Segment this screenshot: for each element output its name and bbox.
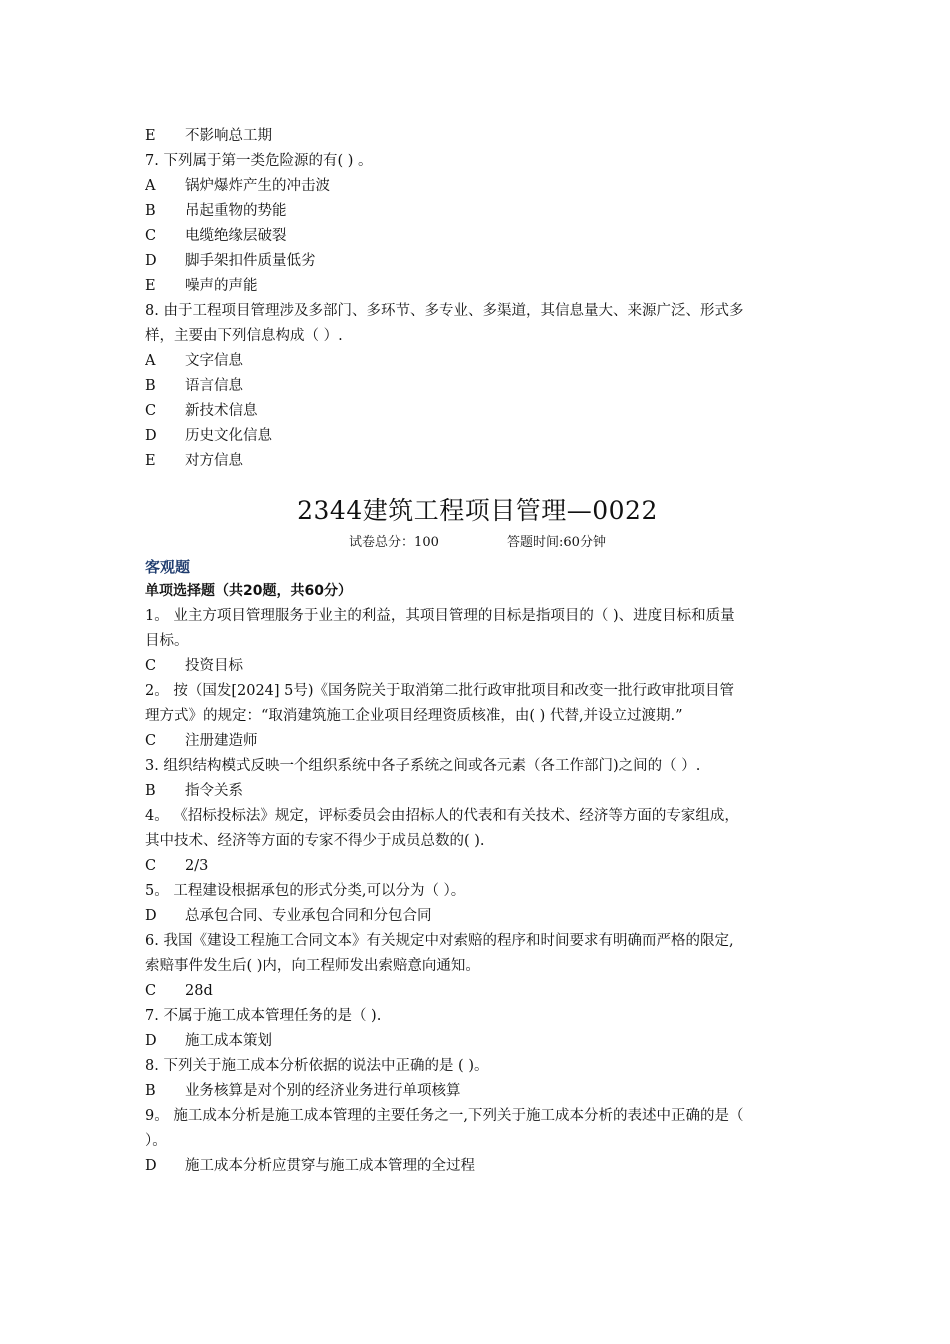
option-letter: C	[145, 403, 157, 419]
option-text: 吊起重物的势能	[185, 203, 287, 219]
option-row	[145, 374, 810, 399]
answer-letter: C	[145, 983, 157, 999]
exam-title: 2344建筑工程项目管理—0022	[297, 496, 658, 525]
answer-row	[145, 654, 810, 679]
exam-meta	[145, 531, 810, 555]
option-letter: E	[145, 128, 156, 144]
answer-row	[145, 1029, 810, 1054]
question-1-line1: 1。 业主方项目管理服务于业主的利益，其项目管理的目标是指项目的（ )、进度目标和质量	[145, 608, 735, 624]
answer-text: 28d	[185, 983, 213, 999]
answer-row	[145, 779, 810, 804]
option-text: 电缆绝缘层破裂	[185, 228, 287, 244]
question-8-line1: 8. 下列关于施工成本分析依据的说法中正确的是 ( )。	[145, 1058, 489, 1074]
answer-row	[145, 904, 810, 929]
question-2-line2: 理方式》的规定：“取消建筑施工企业项目经理资质核准，由( ) 代替,并设立过渡期.”	[145, 708, 683, 724]
answer-row	[145, 1154, 810, 1179]
question-6-line2: 索赔事件发生后( )内，向工程师发出索赔意向通知。	[145, 958, 480, 974]
question-8-text-line2: 样，主要由下列信息构成（ ）.	[145, 328, 343, 344]
option-row	[145, 174, 810, 199]
question-2-line1: 2。 按（国发[2024] 5号)《国务院关于取消第二批行政审批项目和改变一批行政审批项目管	[145, 683, 735, 699]
answer-row	[145, 1079, 810, 1104]
answer-letter: C	[145, 858, 157, 874]
answer-text: 2/3	[185, 858, 209, 874]
question-5-line1: 5。 工程建设根据承包的形式分类,可以分为（ ）。	[145, 883, 466, 899]
option-letter: C	[145, 228, 157, 244]
option-row	[145, 249, 810, 274]
question-9-line1: 9。 施工成本分析是施工成本管理的主要任务之一,下列关于施工成本分析的表述中正确的是（	[145, 1108, 744, 1124]
option-letter: D	[145, 253, 157, 269]
option-row	[145, 124, 810, 149]
option-text: 语言信息	[185, 378, 243, 394]
option-letter: B	[145, 378, 156, 394]
option-letter: A	[145, 178, 156, 194]
total-score: 试卷总分：100	[349, 535, 439, 550]
option-row	[145, 424, 810, 449]
answer-time: 答题时间:60分钟	[507, 535, 606, 550]
answer-text: 业务核算是对个别的经济业务进行单项核算	[185, 1083, 461, 1099]
option-row	[145, 224, 810, 249]
option-row	[145, 399, 810, 424]
option-letter: E	[145, 278, 156, 294]
option-text: 脚手架扣件质量低劣	[185, 253, 316, 269]
option-row	[145, 199, 810, 224]
answer-text: 总承包合同、专业承包合同和分包合同	[185, 908, 432, 924]
answer-text: 施工成本分析应贯穿与施工成本管理的全过程	[185, 1158, 475, 1174]
answer-text: 指令关系	[185, 783, 243, 799]
option-text: 历史文化信息	[185, 428, 272, 444]
document-content	[145, 124, 810, 1179]
question-7-text: 7. 下列属于第一类危险源的有( ) 。	[145, 153, 373, 169]
question-8-text-line1: 8. 由于工程项目管理涉及多部门、多环节、多专业、多渠道，其信息量大、来源广泛、形式多	[145, 303, 744, 319]
option-text: 新技术信息	[185, 403, 258, 419]
answer-letter: D	[145, 1033, 157, 1049]
option-row	[145, 274, 810, 299]
option-text: 噪声的声能	[185, 278, 258, 294]
option-text: 锅炉爆炸产生的冲击波	[185, 178, 330, 194]
option-text: 文字信息	[185, 353, 243, 369]
option-row	[145, 449, 810, 474]
answer-letter: B	[145, 783, 156, 799]
question-4-line2: 其中技术、经济等方面的专家不得少于成员总数的( ).	[145, 833, 485, 849]
answer-letter: C	[145, 733, 157, 749]
option-letter: B	[145, 203, 156, 219]
option-letter: E	[145, 453, 156, 469]
answer-text: 施工成本策划	[185, 1033, 272, 1049]
question-7-line1: 7. 不属于施工成本管理任务的是（ ).	[145, 1008, 382, 1024]
option-letter: A	[145, 353, 156, 369]
option-text: 对方信息	[185, 453, 243, 469]
answer-row	[145, 979, 810, 1004]
option-letter: D	[145, 428, 157, 444]
option-row	[145, 349, 810, 374]
answer-letter: D	[145, 908, 157, 924]
answer-letter: B	[145, 1083, 156, 1099]
question-4-line1: 4。 《招标投标法》规定，评标委员会由招标人的代表和有关技术、经济等方面的专家组成，	[145, 808, 739, 824]
question-6-line1: 6. 我国《建设工程施工合同文本》有关规定中对索赔的程序和时间要求有明确而严格的限定,	[145, 933, 734, 949]
question-1-line2: 目标。	[145, 633, 189, 649]
answer-letter: D	[145, 1158, 157, 1174]
answer-text: 投资目标	[185, 658, 243, 674]
question-3-line1: 3. 组织结构模式反映一个组织系统中各子系统之间或各元素（各工作部门)之间的（ ）.	[145, 758, 701, 774]
answer-row	[145, 729, 810, 754]
section-heading: 客观题	[145, 558, 191, 576]
option-text: 不影响总工期	[185, 128, 272, 144]
answer-text: 注册建造师	[185, 733, 258, 749]
answer-row	[145, 854, 810, 879]
answer-letter: C	[145, 658, 157, 674]
subsection-heading: 单项选择题（共20题，共60分）	[145, 583, 352, 599]
question-9-line2: ）。	[145, 1133, 167, 1149]
